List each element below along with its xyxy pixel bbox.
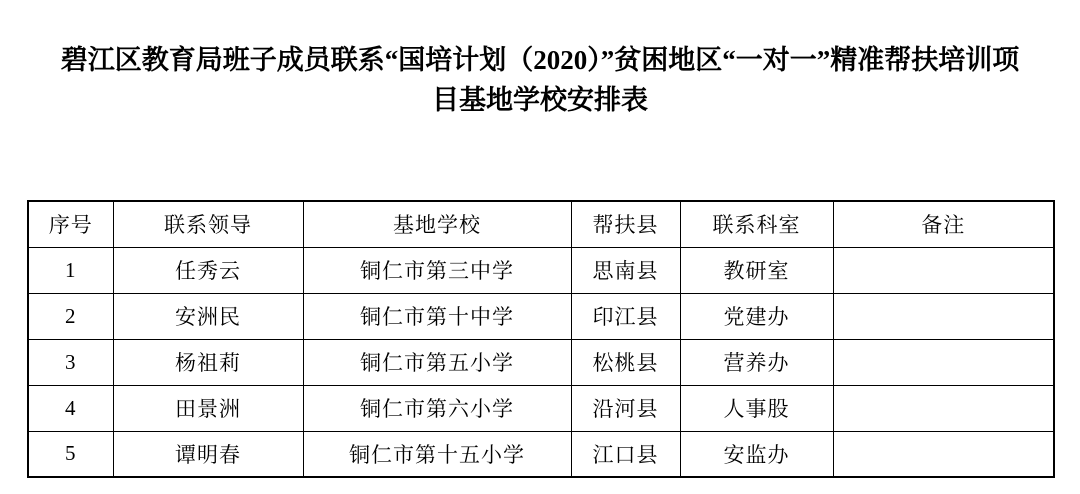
cell-dept: 人事股	[680, 385, 833, 431]
table-header-row	[28, 201, 1054, 247]
header-cell-school: 基地学校	[303, 201, 571, 247]
cell-dept: 安监办	[680, 431, 833, 477]
table-row	[28, 293, 1054, 339]
page-title-line-2: 目基地学校安排表	[432, 85, 648, 115]
cell-leader: 谭明春	[113, 431, 303, 477]
cell-school: 铜仁市第六小学	[303, 385, 571, 431]
cell-county: 沿河县	[571, 385, 680, 431]
page-title	[0, 40, 1080, 120]
table-row	[28, 431, 1054, 477]
cell-remark	[833, 247, 1054, 293]
cell-dept: 营养办	[680, 339, 833, 385]
header-cell-remark: 备注	[833, 201, 1054, 247]
cell-index: 2	[28, 293, 113, 339]
cell-county: 江口县	[571, 431, 680, 477]
table-row	[28, 247, 1054, 293]
arrangement-table	[27, 200, 1055, 478]
cell-leader: 安洲民	[113, 293, 303, 339]
cell-remark	[833, 339, 1054, 385]
header-cell-index: 序号	[28, 201, 113, 247]
cell-index: 5	[28, 431, 113, 477]
cell-leader: 杨祖莉	[113, 339, 303, 385]
header-cell-dept: 联系科室	[680, 201, 833, 247]
table-row	[28, 385, 1054, 431]
table-row	[28, 339, 1054, 385]
cell-dept: 党建办	[680, 293, 833, 339]
cell-remark	[833, 293, 1054, 339]
cell-school: 铜仁市第三中学	[303, 247, 571, 293]
header-cell-county: 帮扶县	[571, 201, 680, 247]
header-cell-leader: 联系领导	[113, 201, 303, 247]
cell-school: 铜仁市第五小学	[303, 339, 571, 385]
cell-school: 铜仁市第十五小学	[303, 431, 571, 477]
cell-county: 印江县	[571, 293, 680, 339]
cell-index: 4	[28, 385, 113, 431]
cell-remark	[833, 431, 1054, 477]
cell-leader: 任秀云	[113, 247, 303, 293]
cell-dept: 教研室	[680, 247, 833, 293]
page-title-line-1: 碧江区教育局班子成员联系“国培计划（2020）”贫困地区“一对一”精准帮扶培训项	[60, 45, 1020, 75]
cell-leader: 田景洲	[113, 385, 303, 431]
cell-county: 松桃县	[571, 339, 680, 385]
cell-remark	[833, 385, 1054, 431]
cell-index: 3	[28, 339, 113, 385]
cell-county: 思南县	[571, 247, 680, 293]
cell-index: 1	[28, 247, 113, 293]
cell-school: 铜仁市第十中学	[303, 293, 571, 339]
